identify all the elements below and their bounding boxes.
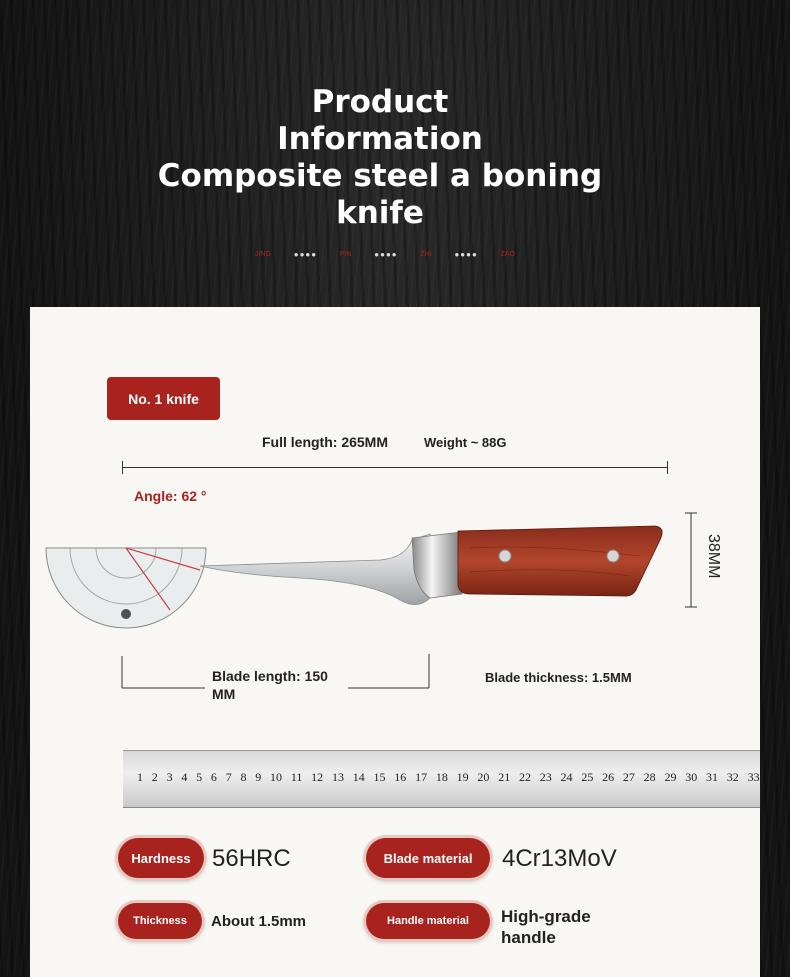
ruler-number: 22 xyxy=(518,770,531,784)
ruler-number: 8 xyxy=(240,770,247,784)
height-label: 38MM xyxy=(705,534,722,579)
ruler-number: 11 xyxy=(290,770,303,784)
ruler-number: 26 xyxy=(602,770,615,784)
handle-material-value: High-grade xyxy=(501,907,591,926)
ruler-number: 2 xyxy=(151,770,158,784)
handle-material-value-line2: handle xyxy=(501,928,556,947)
title-line: knife xyxy=(336,195,424,231)
knife-badge: No. 1 knife xyxy=(107,377,220,420)
sub-word: ZHI xyxy=(420,250,432,258)
ruler-number: 12 xyxy=(311,770,324,784)
ruler-number: 29 xyxy=(664,770,677,784)
blade-material-badge: Blade material xyxy=(366,838,490,878)
thickness-value: About 1.5mm xyxy=(211,913,307,930)
ruler-number: 1 xyxy=(137,770,143,784)
ruler-number: 19 xyxy=(456,770,469,784)
blade-material-value: 4Cr13MoV xyxy=(502,845,617,872)
ruler-number: 24 xyxy=(560,770,573,784)
blade-length-unit: MM xyxy=(212,686,236,702)
dots: ●●●● xyxy=(374,249,398,259)
title-line: Composite steel a boning xyxy=(157,158,603,194)
handle-material-badge: Handle material xyxy=(366,903,490,939)
ruler-number: 6 xyxy=(210,770,217,784)
ruler-number: 16 xyxy=(394,770,407,784)
ruler-number: 23 xyxy=(539,770,552,784)
ruler-number: 14 xyxy=(352,770,365,784)
ruler-number: 31 xyxy=(706,770,718,784)
ruler-number: 13 xyxy=(331,770,344,784)
ruler-number: 17 xyxy=(415,770,428,784)
ruler-number: 27 xyxy=(622,770,635,784)
ruler-number: 10 xyxy=(270,770,283,784)
ruler-number: 32 xyxy=(726,770,739,784)
ruler-number: 20 xyxy=(477,770,490,784)
ruler-number: 7 xyxy=(225,770,232,784)
ruler-number: 4 xyxy=(181,770,188,784)
hardness-badge: Hardness xyxy=(118,838,204,878)
ruler-number: 25 xyxy=(581,770,594,784)
ruler-number: 3 xyxy=(166,770,173,784)
ruler-numbers xyxy=(137,770,760,785)
blade-length-label: Blade length: 150 xyxy=(212,668,328,684)
ruler-number: 15 xyxy=(373,770,386,784)
title-line: Information xyxy=(277,121,483,157)
sub-word: JING xyxy=(255,250,271,258)
angle-label: Angle: 62 ° xyxy=(134,488,207,504)
ruler-number: 33 xyxy=(747,770,760,784)
ruler-number: 18 xyxy=(435,770,448,784)
hardness-value: 56HRC xyxy=(212,845,291,872)
dots: ●●●● xyxy=(454,249,478,259)
ruler-number: 28 xyxy=(643,770,656,784)
ruler-number: 9 xyxy=(255,770,262,784)
ruler-number: 5 xyxy=(196,770,203,784)
dots: ●●●● xyxy=(293,249,318,259)
ruler-number: 21 xyxy=(498,770,511,784)
weight-label: Weight ~ 88G xyxy=(424,435,507,450)
ruler-number: 30 xyxy=(685,770,698,784)
blade-thickness-label: Blade thickness: 1.5MM xyxy=(485,670,632,685)
sub-word: PIN xyxy=(339,250,352,258)
title-line: Product xyxy=(311,84,449,120)
protractor-icon xyxy=(46,548,206,628)
full-length-label: Full length: 265MM xyxy=(262,434,388,450)
thickness-badge: Thickness xyxy=(118,903,202,939)
sub-word: ZAO xyxy=(500,250,515,258)
